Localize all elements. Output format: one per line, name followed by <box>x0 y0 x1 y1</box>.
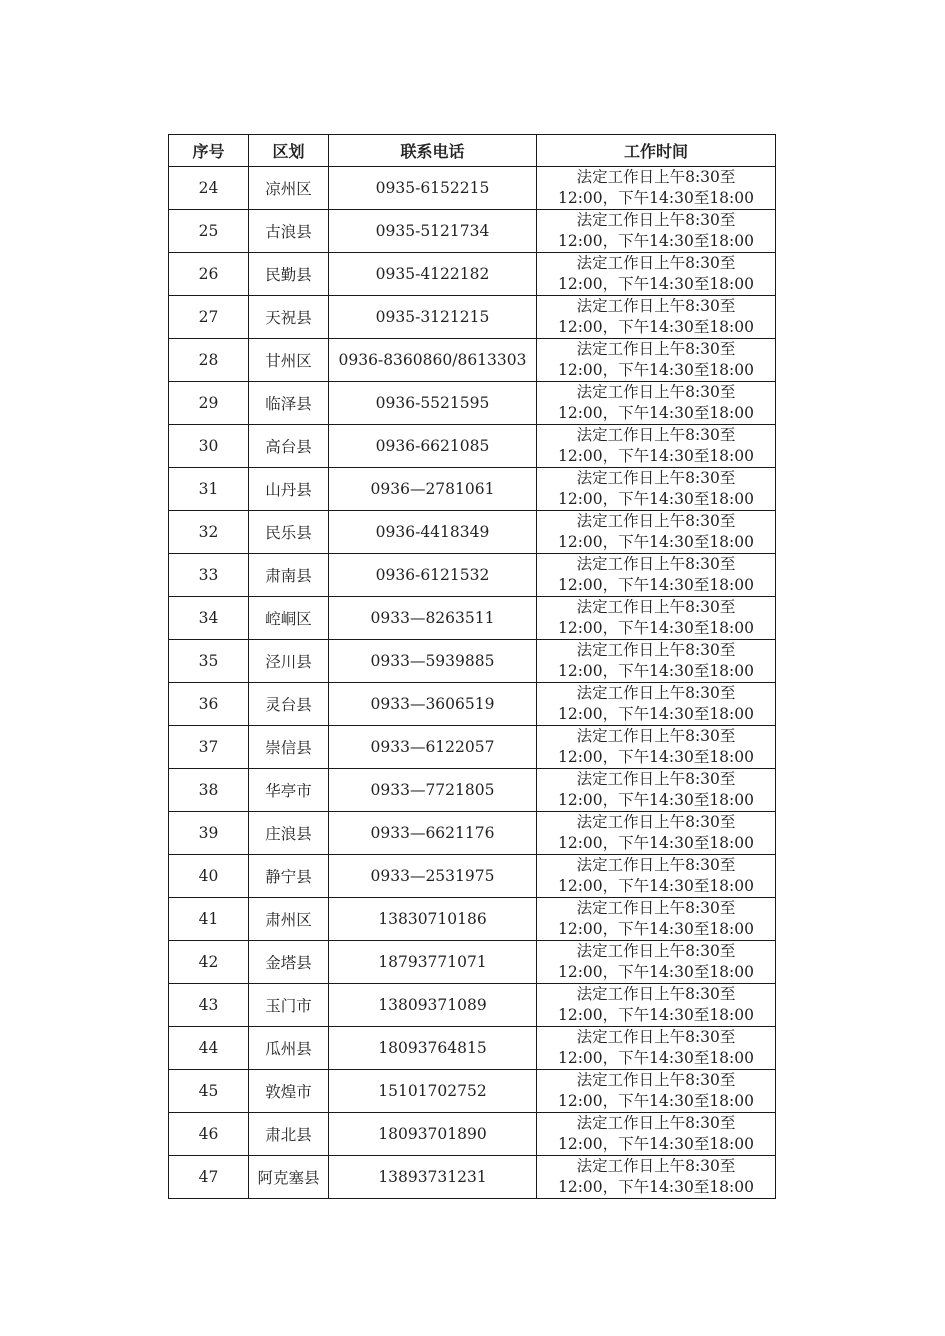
row-work-time <box>537 683 776 726</box>
row-phone: 0935-5121734 <box>329 210 537 253</box>
contact-table <box>168 134 776 1199</box>
table-row <box>169 683 776 726</box>
row-region: 临泽县 <box>249 382 329 425</box>
row-number: 32 <box>169 511 249 554</box>
row-number: 40 <box>169 855 249 898</box>
row-phone: 0933—3606519 <box>329 683 537 726</box>
row-number: 30 <box>169 425 249 468</box>
row-work-time <box>537 296 776 339</box>
row-work-time <box>537 941 776 984</box>
work-time-line-1: 法定工作日上午8:30至 <box>576 168 736 186</box>
row-region: 玉门市 <box>249 984 329 1027</box>
row-number: 37 <box>169 726 249 769</box>
row-number: 43 <box>169 984 249 1027</box>
work-time-line-1: 法定工作日上午8:30至 <box>576 512 736 530</box>
work-time-line-1: 法定工作日上午8:30至 <box>576 383 736 401</box>
table-row <box>169 468 776 511</box>
row-phone: 0935-3121215 <box>329 296 537 339</box>
row-region: 庄浪县 <box>249 812 329 855</box>
row-work-time <box>537 812 776 855</box>
work-time-line-1: 法定工作日上午8:30至 <box>576 469 736 487</box>
header-work-time: 工作时间 <box>537 135 776 167</box>
row-work-time <box>537 597 776 640</box>
row-region: 肃州区 <box>249 898 329 941</box>
row-region: 高台县 <box>249 425 329 468</box>
row-phone: 0933—2531975 <box>329 855 537 898</box>
work-time-line-2: 12:00，下午14:30至18:00 <box>557 318 754 336</box>
row-phone: 18093701890 <box>329 1113 537 1156</box>
row-number: 24 <box>169 167 249 210</box>
row-phone: 0933—6122057 <box>329 726 537 769</box>
row-work-time <box>537 1113 776 1156</box>
table-row <box>169 726 776 769</box>
row-number: 39 <box>169 812 249 855</box>
table-row <box>169 253 776 296</box>
row-number: 38 <box>169 769 249 812</box>
work-time-line-2: 12:00，下午14:30至18:00 <box>557 791 754 809</box>
row-number: 34 <box>169 597 249 640</box>
work-time-line-2: 12:00，下午14:30至18:00 <box>557 662 754 680</box>
row-phone: 0936-8360860/8613303 <box>329 339 537 382</box>
row-number: 35 <box>169 640 249 683</box>
work-time-line-1: 法定工作日上午8:30至 <box>576 1028 736 1046</box>
work-time-line-2: 12:00，下午14:30至18:00 <box>557 834 754 852</box>
work-time-line-1: 法定工作日上午8:30至 <box>576 942 736 960</box>
row-work-time <box>537 898 776 941</box>
row-work-time <box>537 253 776 296</box>
table-row <box>169 855 776 898</box>
row-work-time <box>537 511 776 554</box>
work-time-line-1: 法定工作日上午8:30至 <box>576 340 736 358</box>
work-time-line-1: 法定工作日上午8:30至 <box>576 856 736 874</box>
row-region: 民勤县 <box>249 253 329 296</box>
row-phone: 18093764815 <box>329 1027 537 1070</box>
row-phone: 0933—5939885 <box>329 640 537 683</box>
row-region: 瓜州县 <box>249 1027 329 1070</box>
row-region: 民乐县 <box>249 511 329 554</box>
header-row <box>169 135 776 167</box>
table-row <box>169 167 776 210</box>
row-phone: 15101702752 <box>329 1070 537 1113</box>
row-region: 凉州区 <box>249 167 329 210</box>
row-phone: 0936-6121532 <box>329 554 537 597</box>
row-phone: 0933—7721805 <box>329 769 537 812</box>
table-row <box>169 769 776 812</box>
row-region: 金塔县 <box>249 941 329 984</box>
row-work-time <box>537 640 776 683</box>
row-region: 阿克塞县 <box>249 1156 329 1199</box>
row-number: 25 <box>169 210 249 253</box>
header-region: 区划 <box>249 135 329 167</box>
work-time-line-1: 法定工作日上午8:30至 <box>576 555 736 573</box>
work-time-line-2: 12:00，下午14:30至18:00 <box>557 619 754 637</box>
row-number: 33 <box>169 554 249 597</box>
work-time-line-1: 法定工作日上午8:30至 <box>576 426 736 444</box>
work-time-line-2: 12:00，下午14:30至18:00 <box>557 1178 754 1196</box>
work-time-line-2: 12:00，下午14:30至18:00 <box>557 877 754 895</box>
work-time-line-1: 法定工作日上午8:30至 <box>576 211 736 229</box>
row-region: 崆峒区 <box>249 597 329 640</box>
table-row <box>169 554 776 597</box>
row-work-time <box>537 554 776 597</box>
row-work-time <box>537 726 776 769</box>
row-number: 45 <box>169 1070 249 1113</box>
work-time-line-1: 法定工作日上午8:30至 <box>576 985 736 1003</box>
row-phone: 13893731231 <box>329 1156 537 1199</box>
row-work-time <box>537 984 776 1027</box>
work-time-line-2: 12:00，下午14:30至18:00 <box>557 920 754 938</box>
row-region: 敦煌市 <box>249 1070 329 1113</box>
row-work-time <box>537 1156 776 1199</box>
row-region: 肃北县 <box>249 1113 329 1156</box>
row-phone: 13830710186 <box>329 898 537 941</box>
work-time-line-2: 12:00，下午14:30至18:00 <box>557 533 754 551</box>
table-row <box>169 1070 776 1113</box>
work-time-line-1: 法定工作日上午8:30至 <box>576 254 736 272</box>
table-header <box>169 135 776 167</box>
row-work-time <box>537 769 776 812</box>
work-time-line-1: 法定工作日上午8:30至 <box>576 598 736 616</box>
row-number: 31 <box>169 468 249 511</box>
row-region: 甘州区 <box>249 339 329 382</box>
row-region: 泾川县 <box>249 640 329 683</box>
row-work-time <box>537 382 776 425</box>
work-time-line-2: 12:00，下午14:30至18:00 <box>557 1049 754 1067</box>
header-phone: 联系电话 <box>329 135 537 167</box>
table-row <box>169 597 776 640</box>
table-row <box>169 382 776 425</box>
row-region: 灵台县 <box>249 683 329 726</box>
work-time-line-1: 法定工作日上午8:30至 <box>576 297 736 315</box>
row-region: 华亭市 <box>249 769 329 812</box>
work-time-line-2: 12:00，下午14:30至18:00 <box>557 1135 754 1153</box>
table-body <box>169 167 776 1199</box>
table-row <box>169 640 776 683</box>
work-time-line-2: 12:00，下午14:30至18:00 <box>557 576 754 594</box>
row-phone: 18793771071 <box>329 941 537 984</box>
row-number: 28 <box>169 339 249 382</box>
table-row <box>169 511 776 554</box>
row-number: 29 <box>169 382 249 425</box>
work-time-line-1: 法定工作日上午8:30至 <box>576 813 736 831</box>
work-time-line-2: 12:00，下午14:30至18:00 <box>557 361 754 379</box>
row-phone: 0936-6621085 <box>329 425 537 468</box>
row-phone: 0935-6152215 <box>329 167 537 210</box>
table-row <box>169 1113 776 1156</box>
work-time-line-2: 12:00，下午14:30至18:00 <box>557 275 754 293</box>
row-work-time <box>537 468 776 511</box>
work-time-line-1: 法定工作日上午8:30至 <box>576 1157 736 1175</box>
row-region: 天祝县 <box>249 296 329 339</box>
row-work-time <box>537 425 776 468</box>
work-time-line-1: 法定工作日上午8:30至 <box>576 684 736 702</box>
work-time-line-2: 12:00，下午14:30至18:00 <box>557 232 754 250</box>
row-work-time <box>537 1027 776 1070</box>
row-phone: 13809371089 <box>329 984 537 1027</box>
table-row <box>169 1027 776 1070</box>
row-work-time <box>537 855 776 898</box>
table-row <box>169 425 776 468</box>
row-number: 44 <box>169 1027 249 1070</box>
work-time-line-1: 法定工作日上午8:30至 <box>576 770 736 788</box>
work-time-line-2: 12:00，下午14:30至18:00 <box>557 748 754 766</box>
row-region: 崇信县 <box>249 726 329 769</box>
work-time-line-1: 法定工作日上午8:30至 <box>576 1114 736 1132</box>
row-phone: 0936-5521595 <box>329 382 537 425</box>
table-row <box>169 1156 776 1199</box>
work-time-line-2: 12:00，下午14:30至18:00 <box>557 189 754 207</box>
work-time-line-2: 12:00，下午14:30至18:00 <box>557 705 754 723</box>
work-time-line-1: 法定工作日上午8:30至 <box>576 641 736 659</box>
row-region: 肃南县 <box>249 554 329 597</box>
row-number: 27 <box>169 296 249 339</box>
work-time-line-1: 法定工作日上午8:30至 <box>576 727 736 745</box>
row-work-time <box>537 167 776 210</box>
work-time-line-2: 12:00，下午14:30至18:00 <box>557 490 754 508</box>
row-number: 41 <box>169 898 249 941</box>
table-row <box>169 296 776 339</box>
work-time-line-2: 12:00，下午14:30至18:00 <box>557 1006 754 1024</box>
row-region: 古浪县 <box>249 210 329 253</box>
row-phone: 0933—8263511 <box>329 597 537 640</box>
row-work-time <box>537 210 776 253</box>
table-row <box>169 941 776 984</box>
row-phone: 0936-4418349 <box>329 511 537 554</box>
row-phone: 0936—2781061 <box>329 468 537 511</box>
work-time-line-2: 12:00，下午14:30至18:00 <box>557 963 754 981</box>
row-work-time <box>537 339 776 382</box>
table-row <box>169 898 776 941</box>
row-phone: 0933—6621176 <box>329 812 537 855</box>
row-region: 静宁县 <box>249 855 329 898</box>
row-number: 26 <box>169 253 249 296</box>
work-time-line-2: 12:00，下午14:30至18:00 <box>557 1092 754 1110</box>
work-time-line-2: 12:00，下午14:30至18:00 <box>557 447 754 465</box>
work-time-line-2: 12:00，下午14:30至18:00 <box>557 404 754 422</box>
row-region: 山丹县 <box>249 468 329 511</box>
table-row <box>169 812 776 855</box>
row-number: 36 <box>169 683 249 726</box>
row-number: 46 <box>169 1113 249 1156</box>
table-row <box>169 339 776 382</box>
table-row <box>169 984 776 1027</box>
work-time-line-1: 法定工作日上午8:30至 <box>576 1071 736 1089</box>
work-time-line-1: 法定工作日上午8:30至 <box>576 899 736 917</box>
row-number: 47 <box>169 1156 249 1199</box>
row-number: 42 <box>169 941 249 984</box>
header-number: 序号 <box>169 135 249 167</box>
row-phone: 0935-4122182 <box>329 253 537 296</box>
table-row <box>169 210 776 253</box>
row-work-time <box>537 1070 776 1113</box>
